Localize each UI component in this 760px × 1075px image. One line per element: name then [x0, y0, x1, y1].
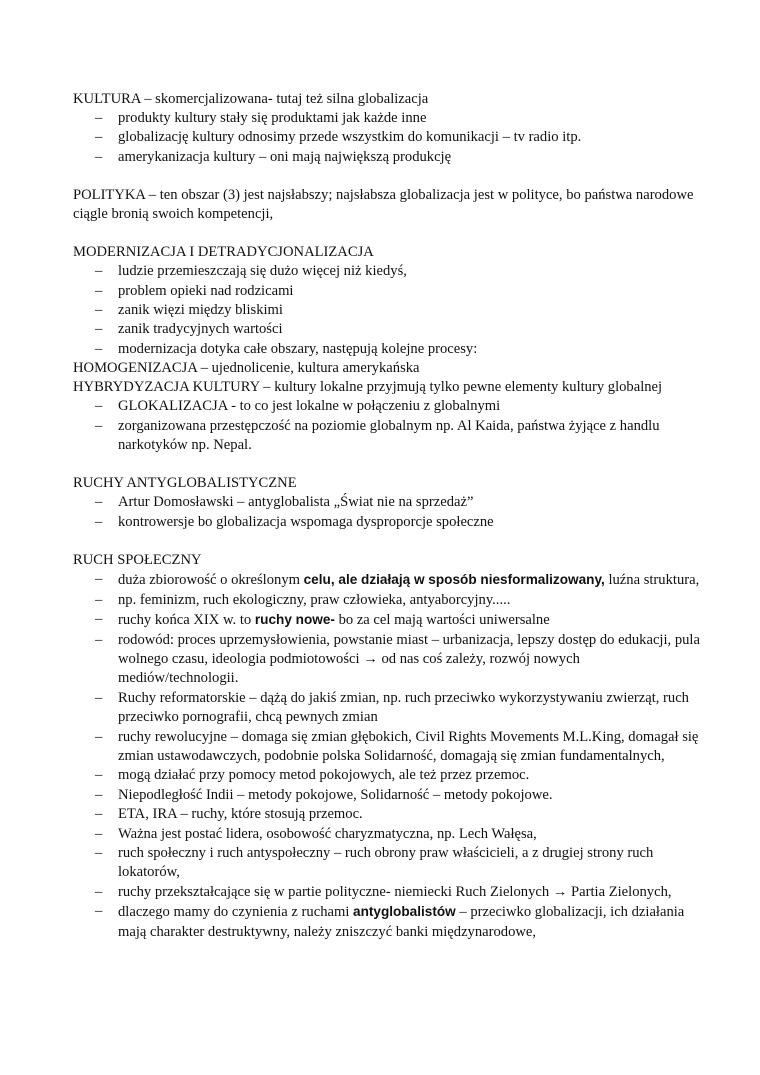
item-text: luźna struktura, [604, 572, 700, 589]
list-item: – GLOKALIZACJA - to co jest lokalne w połączeniu z globalnymi [73, 397, 703, 416]
bold-text: celu, ale działają w sposób niesformalizowany, [303, 572, 605, 588]
item-text: duża zbiorowość o określonym [118, 572, 304, 589]
list-item: – ETA, IRA – ruchy, które stosują przemoc. [73, 805, 703, 824]
list-item [73, 902, 703, 942]
kultura-heading: KULTURA – skomercjalizowana- tutaj też silna globalizacja [73, 91, 429, 107]
list-item: – kontrowersje bo globalizacja wspomaga dysproporcje społeczne [73, 513, 703, 532]
hybrydyzacja-line: HYBRYDYZACJA KULTURY – kultury lokalne przyjmują tylko pewne elementy kultury globalnej [73, 379, 663, 396]
list-item: – Ruchy reformatorskie – dążą do jakiś zmian, np. ruch przeciwko wykorzystywaniu zwierząt, ruch przeciwko pornografii, chcą pewnych zmian [73, 689, 703, 728]
list-item: – ruchy przekształcające się w partie polityczne- niemiecki Ruch Zielonych → Partia Zielonych, [73, 883, 703, 902]
ruch-spoleczny-list [73, 570, 703, 942]
list-item [73, 610, 703, 630]
list-item: – modernizacja dotyka całe obszary, następują kolejne procesy: [73, 340, 703, 359]
list-item: – mogą działać przy pomocy metod pokojowych, ale też przez przemoc. [73, 766, 703, 785]
modernizacja-heading: MODERNIZACJA I DETRADYCJONALIZACJA [73, 244, 374, 261]
item-text: – przeciwko globalizacji, ich działania mają charakter destruktywny, należy zniszczyć banki międzynarodowe, [118, 904, 685, 940]
ruchy-antyglobalistyczne-heading: RUCHY ANTYGLOBALISTYCZNE [73, 475, 297, 492]
list-item [73, 570, 703, 590]
list-item: – ruch społeczny i ruch antyspołeczny – ruch obrony praw właścicieli, a z drugiej strony ruch lokatorów, [73, 844, 703, 883]
list-item: – produkty kultury stały się produktami jak każde inne [73, 109, 703, 128]
list-item: – zanik tradycyjnych wartości [73, 320, 703, 339]
modernizacja-list [73, 262, 703, 359]
list-item: – Ważna jest postać lidera, osobowość charyzmatyczna, np. Lech Wałęsa, [73, 825, 703, 844]
kultura-list [73, 109, 703, 167]
bold-text: ruchy nowe- [254, 612, 335, 628]
item-text: dlaczego mamy do czynienia z ruchami [118, 904, 354, 921]
ruch-spoleczny-heading: RUCH SPOŁECZNY [73, 552, 202, 569]
ruchy-antyglobalistyczne-list [73, 493, 703, 532]
list-item: – rodowód: proces uprzemysłowienia, powstanie miast – urbanizacja, lepszy dostęp do edukacji, pula wolnego czasu, ideologia podmiotowości → od nas coś zależy, rozwój nowych mediów/technologii. [73, 631, 703, 689]
list-item: – ludzie przemieszczają się dużo więcej niż kiedyś, [73, 262, 703, 281]
list-item: – zanik więzi między bliskimi [73, 301, 703, 320]
list-item: – Artur Domosławski – antyglobalista „Świat nie na sprzedaż” [73, 493, 703, 512]
document-page [73, 90, 703, 942]
item-text: ruchy końca XIX w. to [118, 612, 255, 629]
bold-text: antyglobalistów [353, 904, 456, 920]
homogenizacja-line: HOMOGENIZACJA – ujednolicenie, kultura amerykańska [73, 360, 420, 377]
list-item: – globalizację kultury odnosimy przede wszystkim do komunikacji – tv radio itp. [73, 128, 703, 147]
list-item: – amerykanizacja kultury – oni mają największą produkcję [73, 148, 703, 167]
glokalizacja-list [73, 397, 703, 455]
polityka-paragraph: POLITYKA – ten obszar (3) jest najsłabszy; najsłabsza globalizacja jest w polityce, bo państwa narodowe ciągle bronią swoich kompetencji, [73, 187, 694, 223]
item-text: bo za cel mają wartości uniwersalne [334, 612, 550, 629]
list-item: – Niepodległość Indii – metody pokojowe, Solidarność – metody pokojowe. [73, 786, 703, 805]
list-item: – np. feminizm, ruch ekologiczny, praw człowieka, antyaborcyjny..... [73, 591, 703, 610]
list-item: – zorganizowana przestępczość na poziomie globalnym np. Al Kaida, państwa żyjące z handlu narkotyków np. Nepal. [73, 417, 703, 456]
list-item: – problem opieki nad rodzicami [73, 282, 703, 301]
list-item: – ruchy rewolucyjne – domaga się zmian głębokich, Civil Rights Movements M.L.King, domagał się zmian ustawodawczych, podobnie polska Solidarność, domagają się zmian fundamentalnych, [73, 728, 703, 767]
